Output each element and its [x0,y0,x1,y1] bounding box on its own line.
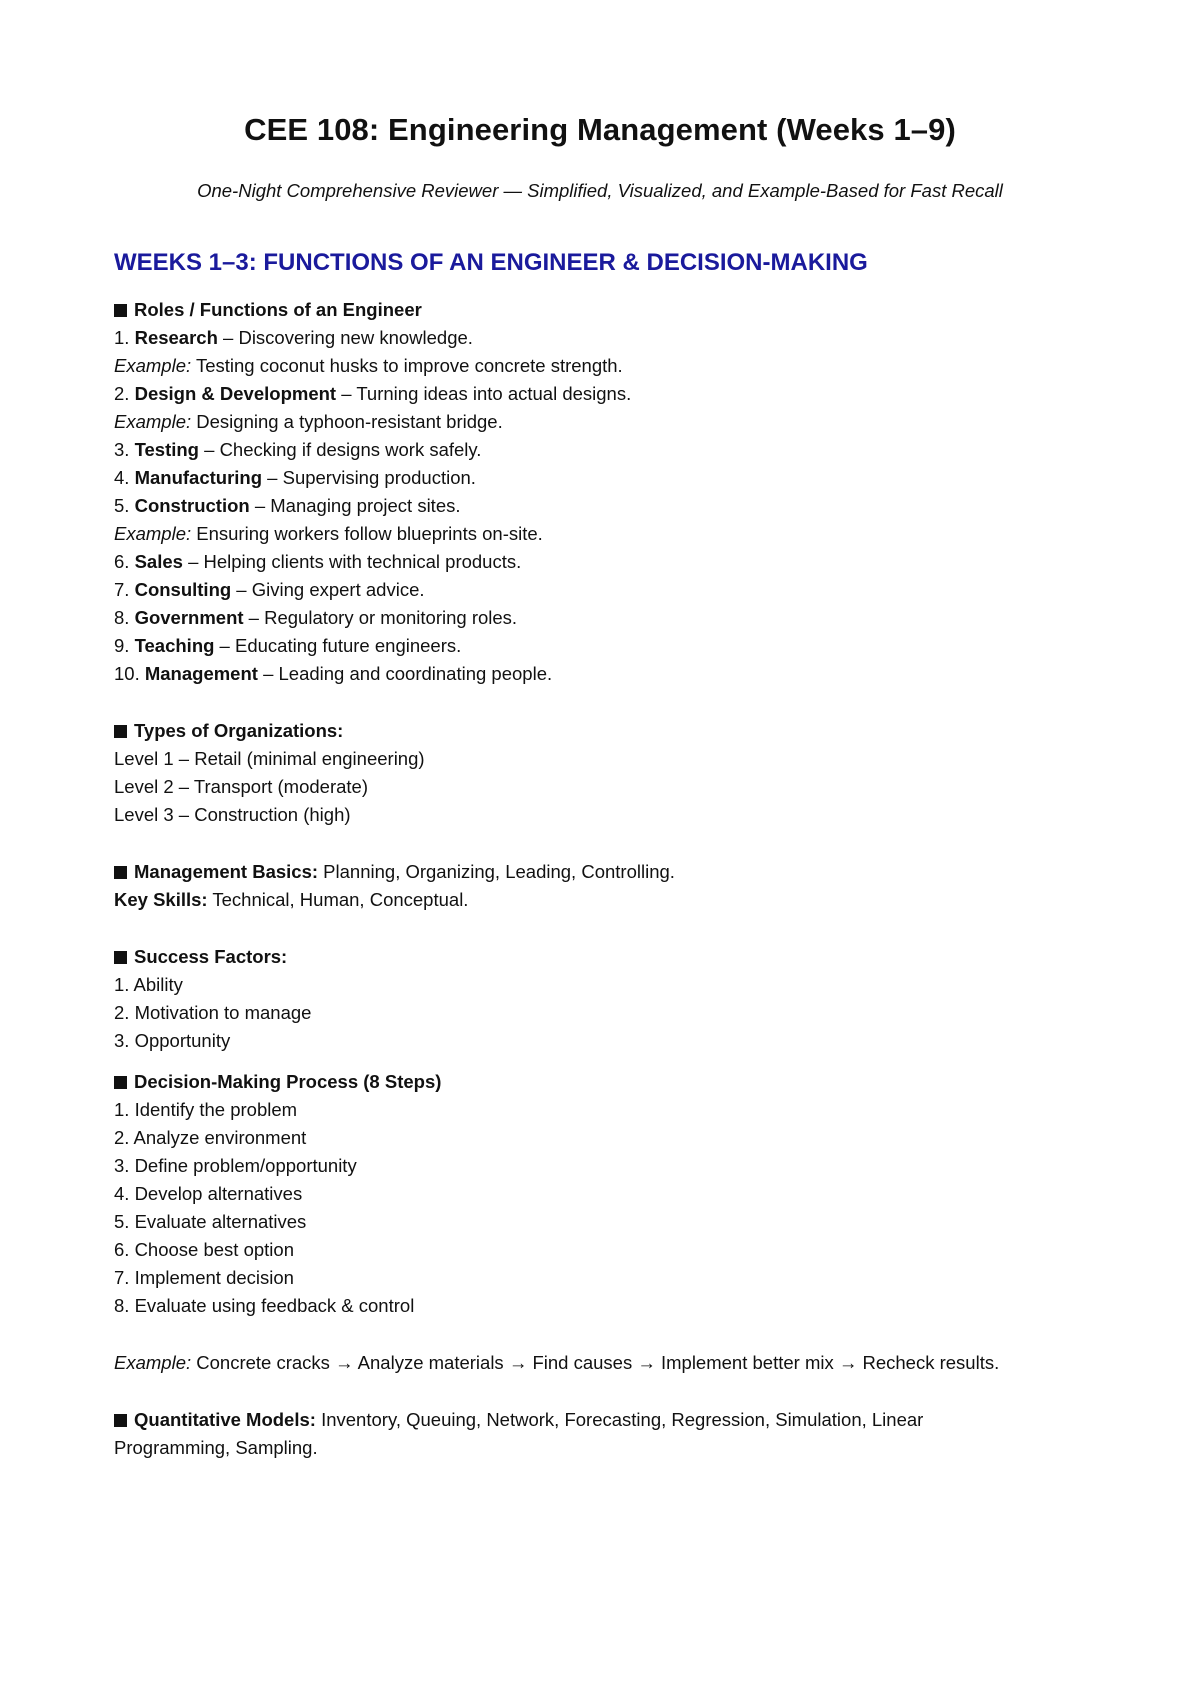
list-item: 3. Define problem/opportunity [114,1155,357,1176]
list-item: 4. Develop alternatives [114,1183,303,1204]
list-item: 4. Manufacturing – Supervising production. [114,467,476,488]
list-item: 3. Opportunity [114,1030,231,1051]
list-item: 10. Management – Leading and coordinating people. [114,663,553,684]
list-item: 2. Design & Development – Turning ideas into actual designs. [114,383,632,404]
list-item: 6. Choose best option [114,1239,294,1260]
quant-models-line: Quantitative Models: Inventory, Queuing, Network, Forecasting, Regression, Simulation, Linear [114,1409,923,1431]
list-item: Level 3 – Construction (high) [114,804,351,825]
list-item: 5. Evaluate alternatives [114,1211,307,1232]
list-item: 1. Ability [114,974,183,995]
quant-models-line-2: Programming, Sampling. [114,1437,318,1458]
square-bullet-icon [114,725,127,738]
list-item: 9. Teaching – Educating future engineers. [114,635,462,656]
example-line: Example: Testing coconut husks to improve concrete strength. [114,355,623,376]
list-item: Level 2 – Transport (moderate) [114,776,368,797]
list-item: Level 1 – Retail (minimal engineering) [114,748,425,769]
organizations-heading: Types of Organizations: [114,720,343,742]
decision-process-heading: Decision-Making Process (8 Steps) [114,1071,441,1093]
square-bullet-icon [114,1076,127,1089]
list-item: 5. Construction – Managing project sites. [114,495,461,516]
roles-heading: Roles / Functions of an Engineer [114,299,422,321]
decision-example-line: Example: Concrete cracks → Analyze materials → Find causes → Implement better mix → Recheck results. [114,1352,1000,1373]
list-item: 8. Evaluate using feedback & control [114,1295,415,1316]
list-item: 2. Motivation to manage [114,1002,312,1023]
list-item: 8. Government – Regulatory or monitoring roles. [114,607,518,628]
square-bullet-icon [114,951,127,964]
square-bullet-icon [114,304,127,317]
section-heading: WEEKS 1–3: FUNCTIONS OF AN ENGINEER & DECISION-MAKING [114,249,868,276]
list-item: 2. Analyze environment [114,1127,307,1148]
list-item: 1. Research – Discovering new knowledge. [114,327,473,348]
management-basics-line: Management Basics: Planning, Organizing, Leading, Controlling. [114,861,675,883]
list-item: 1. Identify the problem [114,1099,298,1120]
list-item: 3. Testing – Checking if designs work safely. [114,439,482,460]
example-line: Example: Ensuring workers follow blueprints on-site. [114,523,543,544]
list-item: 7. Implement decision [114,1267,294,1288]
key-skills-line: Key Skills: Technical, Human, Conceptual. [114,889,469,910]
list-item: 6. Sales – Helping clients with technical products. [114,551,522,572]
square-bullet-icon [114,1414,127,1427]
example-line: Example: Designing a typhoon-resistant bridge. [114,411,503,432]
page-subtitle: One-Night Comprehensive Reviewer — Simplified, Visualized, and Example-Based for Fast Recall [197,180,1003,201]
list-item: 7. Consulting – Giving expert advice. [114,579,425,600]
square-bullet-icon [114,866,127,879]
success-factors-heading: Success Factors: [114,946,287,968]
page-title: CEE 108: Engineering Management (Weeks 1–9) [244,112,956,147]
